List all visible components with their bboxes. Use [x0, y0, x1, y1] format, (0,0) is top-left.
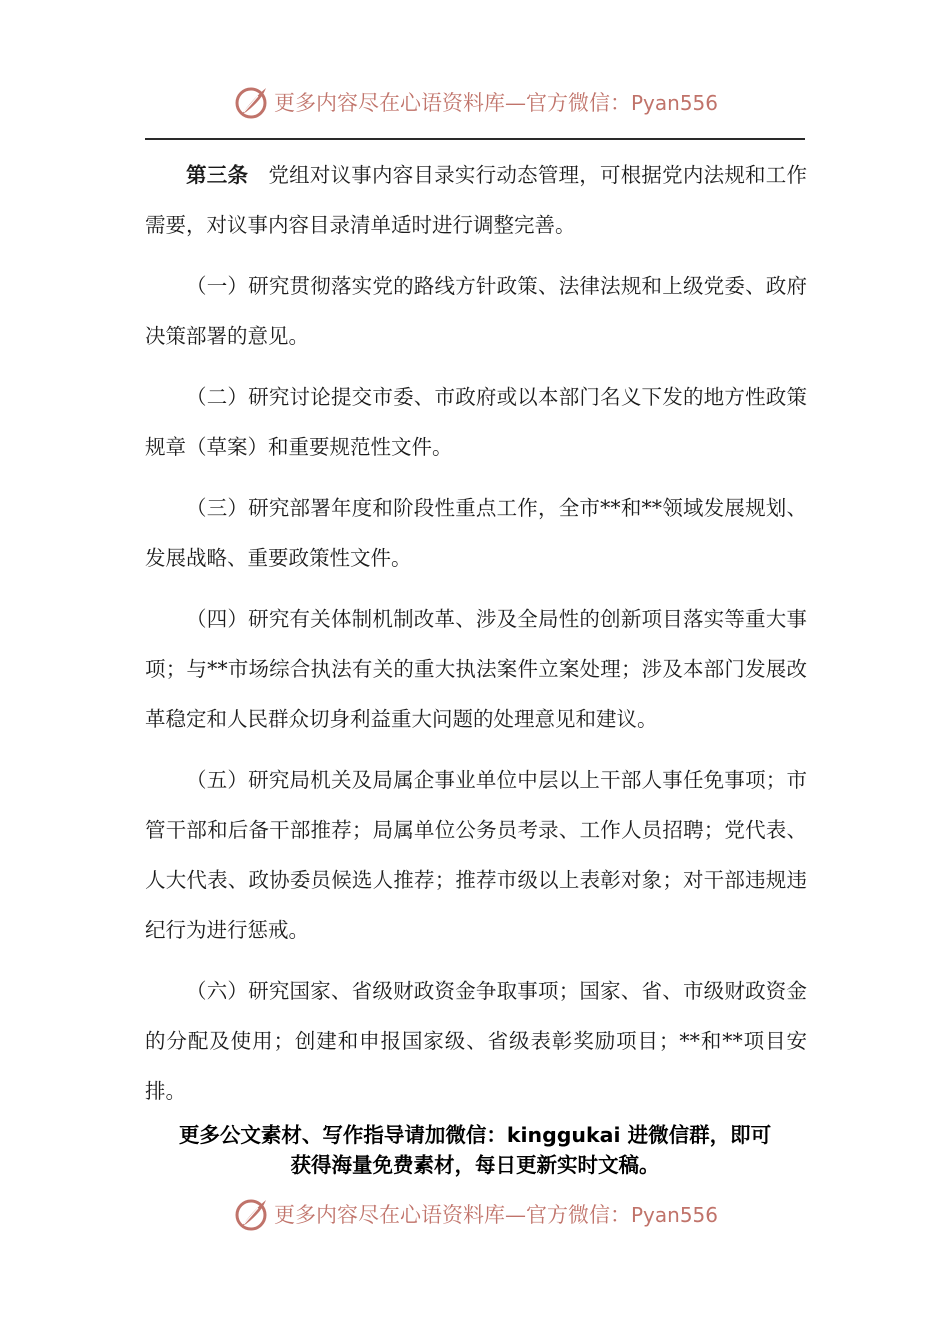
item-6: （六）研究国家、省级财政资金争取事项；国家、省、市级财政资金的分配及使用；创建和申报国家级、省级表彰奖励项目；**和**项目安排。 [145, 979, 807, 1103]
item-5: （五）研究局机关及局属企事业单位中层以上干部人事任免事项；市管干部和后备干部推荐；局属单位公务员考录、工作人员招聘；党代表、人大代表、政协委员候选人推荐；推荐市级以上表彰对象；对干部违规违纪行为进行惩戒。 [145, 768, 807, 942]
article-paragraph [145, 150, 807, 250]
promo-notice-line-1: 更多公文素材、写作指导请加微信：kinggukai 进微信群，即可 [178, 1123, 772, 1147]
article-number: 第三条 [186, 163, 249, 187]
quill-logo-icon [232, 82, 272, 122]
footer-banner [0, 1192, 950, 1236]
footer-wechat-id: Pyan556 [630, 1203, 718, 1227]
item-4: （四）研究有关体制机制改革、涉及全局性的创新项目落实等重大事项；与**市场综合执法有关的重大执法案件立案处理；涉及本部门发展改革稳定和人民群众切身利益重大问题的处理意见和建议。 [145, 607, 807, 731]
header-banner-text: 更多内容尽在心语资料库—官方微信：Pyan556 [273, 91, 718, 115]
item-2: （二）研究讨论提交市委、市政府或以本部门名义下发的地方性政策规章（草案）和重要规范性文件。 [145, 385, 807, 459]
header-banner [0, 80, 950, 124]
document-body [145, 150, 807, 1116]
footer-banner-text: 更多内容尽在心语资料库—官方微信：Pyan556 [273, 1203, 718, 1227]
header-wechat-id: Pyan556 [630, 91, 718, 115]
promo-notice-line-2: 获得海量免费素材，每日更新实时文稿。 [290, 1153, 660, 1177]
quill-logo-icon [232, 1194, 272, 1234]
item-1: （一）研究贯彻落实党的路线方针政策、法律法规和上级党委、政府决策部署的意见。 [145, 274, 807, 348]
article-intro: 党组对议事内容目录实行动态管理，可根据党内法规和工作需要，对议事内容目录清单适时进行调整完善。 [145, 163, 807, 237]
promo-notice [140, 1120, 810, 1180]
header-divider [145, 138, 805, 140]
item-3: （三）研究部署年度和阶段性重点工作，全市**和**领域发展规划、发展战略、重要政策性文件。 [145, 496, 807, 570]
